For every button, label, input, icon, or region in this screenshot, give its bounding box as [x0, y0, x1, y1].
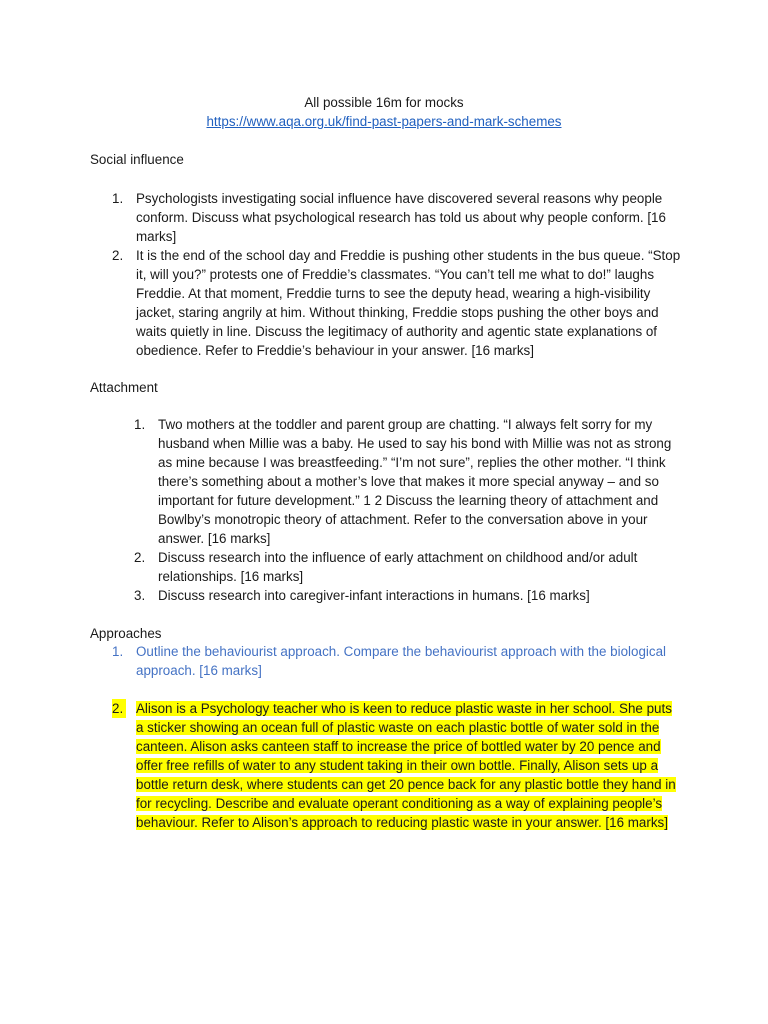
question-item [112, 642, 681, 680]
question-number: 1. [134, 417, 146, 432]
question-number: 2. [112, 699, 126, 718]
link-row [0, 112, 768, 131]
question-item [112, 246, 681, 360]
question-text: It is the end of the school day and Freddie is pushing other students in the bus queue. “Stop it, will you?” protests one of Freddie’s classmates. “You can’t tell me what to do!” laughs Freddie. At that moment, Freddie turns to see the deputy head, wearing a high-visibility jacket, staring angrily at him. Without thinking, Freddie stops pushing the other boys and waits quietly in line. Discuss the legitimacy of authority and agentic state explanations of obedience. Refer to Freddie’s behaviour in your answer. [16 marks] [136, 248, 681, 358]
question-number: 2. [112, 248, 124, 263]
highlighted-question-text: Alison is a Psychology teacher who is keen to reduce plastic waste in her school. She puts a sticker showing an ocean full of plastic waste on each plastic bottle of water sold in the canteen. Alison asks canteen staff to increase the price of bottled water by 20 pence and offer free refills of water to any student taking in their own bottle. Finally, Alison sets up a bottle return desk, where students can get 20 pence back for any plastic bottle they hand in for recycling. Describe and evaluate operant conditioning as a way of explaining people’s behaviour. Refer to Alison’s approach to reducing plastic waste in your answer. [16 marks] [136, 701, 676, 830]
section-heading-attachment: Attachment [90, 380, 158, 395]
question-text: Discuss research into caregiver-infant interactions in humans. [16 marks] [158, 588, 590, 603]
question-item [134, 548, 683, 586]
document-title: All possible 16m for mocks [304, 95, 464, 110]
section-heading-social-influence: Social influence [90, 152, 184, 167]
question-item [112, 189, 681, 246]
question-text: Psychologists investigating social influence have discovered several reasons why people conform. Discuss what psychological research has told us about why people conform. [16 marks] [136, 191, 666, 244]
approaches-question-list [112, 642, 681, 832]
question-number: 3. [134, 588, 146, 603]
section-heading-approaches: Approaches [90, 626, 162, 641]
question-item-highlighted [112, 699, 681, 832]
question-number: 1. [112, 191, 124, 206]
question-number: 1. [112, 644, 124, 659]
question-text: Outline the behaviourist approach. Compare the behaviourist approach with the biological approach. [16 marks] [136, 644, 666, 678]
question-number: 2. [134, 550, 146, 565]
question-item [134, 586, 683, 605]
attachment-question-list [134, 415, 683, 605]
social-influence-question-list [112, 189, 681, 360]
past-papers-link[interactable]: https://www.aqa.org.uk/find-past-papers-and-mark-schemes [206, 114, 562, 129]
list-spacer [136, 680, 681, 699]
question-item [134, 415, 683, 548]
question-text: Discuss research into the influence of early attachment on childhood and/or adult relationships. [16 marks] [158, 550, 638, 584]
question-text: Two mothers at the toddler and parent group are chatting. “I always felt sorry for my husband when Millie was a baby. He used to say his bond with Millie was not as strong as mine because I was breastfeeding.” “I’m not sure”, replies the other mother. “I think there’s something about a mother’s love that makes it more special anyway – and so important for future development.” 1 2 Discuss the learning theory of attachment and Bowlby’s monotropic theory of attachment. Refer to the conversation above in your answer. [16 marks] [158, 417, 672, 546]
